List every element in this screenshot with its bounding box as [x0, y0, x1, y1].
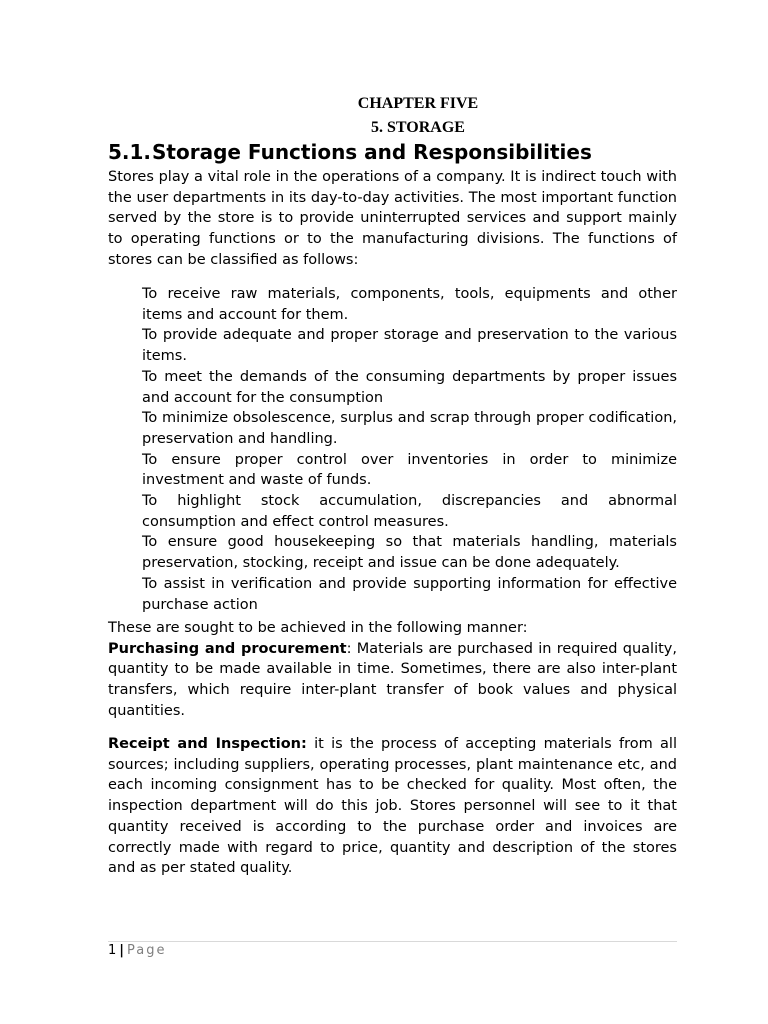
purchasing-text: : Materials are purchased in required quality, quantity to be made available in time. Sometimes, there are also inter-plant transfers, which require inter-plant transfer of book values and physical quantities.: [108, 640, 677, 719]
purchasing-label: Purchasing and procurement: [108, 640, 347, 657]
section-heading: [108, 139, 592, 165]
footer-separator: |: [119, 943, 125, 958]
intro-text: Stores play a vital role in the operations of a company. It is indirect touch with the user departments in its day-to-day activities. The most important function served by the store is to provide uninterrupted services and support mainly to operating functions or to the manufacturing divisions. The functions of stores can be classified as follows:: [108, 169, 677, 268]
receipt-label: Receipt and Inspection:: [108, 736, 307, 752]
manner-section: [108, 618, 677, 722]
page-label: Page: [127, 943, 167, 958]
section-title: Storage Functions and Responsibilities: [152, 140, 592, 164]
list-item: To assist in verification and provide supporting information for effective purchase action: [142, 575, 677, 613]
list-item: To highlight stock accumulation, discrepancies and abnormal consumption and effect control measures.: [142, 493, 677, 530]
list-item: To ensure proper control over inventories in order to minimize investment and waste of funds.: [142, 451, 677, 489]
chapter-subtitle: 5. STORAGE: [371, 119, 465, 136]
list-item: To minimize obsolescence, surplus and scrap through proper codification, preservation and handling.: [142, 410, 677, 447]
footer-divider: [108, 941, 677, 942]
list-item: To meet the demands of the consuming departments by proper issues and account for the consumption: [142, 368, 677, 406]
purchasing-paragraph: [108, 639, 677, 722]
receipt-paragraph: [108, 734, 677, 879]
intro-paragraph: [108, 167, 677, 271]
list-item: To receive raw materials, components, tools, equipments and other items and account for them.: [142, 286, 677, 323]
receipt-section: [108, 734, 677, 879]
section-number: 5.1.: [108, 140, 152, 164]
page-footer: [108, 942, 167, 960]
functions-list: [108, 284, 677, 615]
receipt-text: it is the process of accepting materials from all sources; including suppliers, operating processes, plant maintenance etc, and each incoming consignment has to be checked for quality. Most often, the inspection department will do this job. Stores personnel will see to it that quantity received is according to the purchase order and invoices are correctly made with regard to price, quantity and description of the stores and as per stated quality.: [108, 736, 677, 877]
list-item: To ensure good housekeeping so that materials handling, materials preservation, stocking, receipt and issue can be done adequately.: [142, 534, 677, 572]
chapter-title: CHAPTER FIVE: [357, 95, 479, 112]
page-number: 1: [108, 943, 117, 958]
list-item: To provide adequate and proper storage and preservation to the various items.: [142, 327, 677, 365]
manner-intro: These are sought to be achieved in the following manner:: [108, 620, 528, 636]
